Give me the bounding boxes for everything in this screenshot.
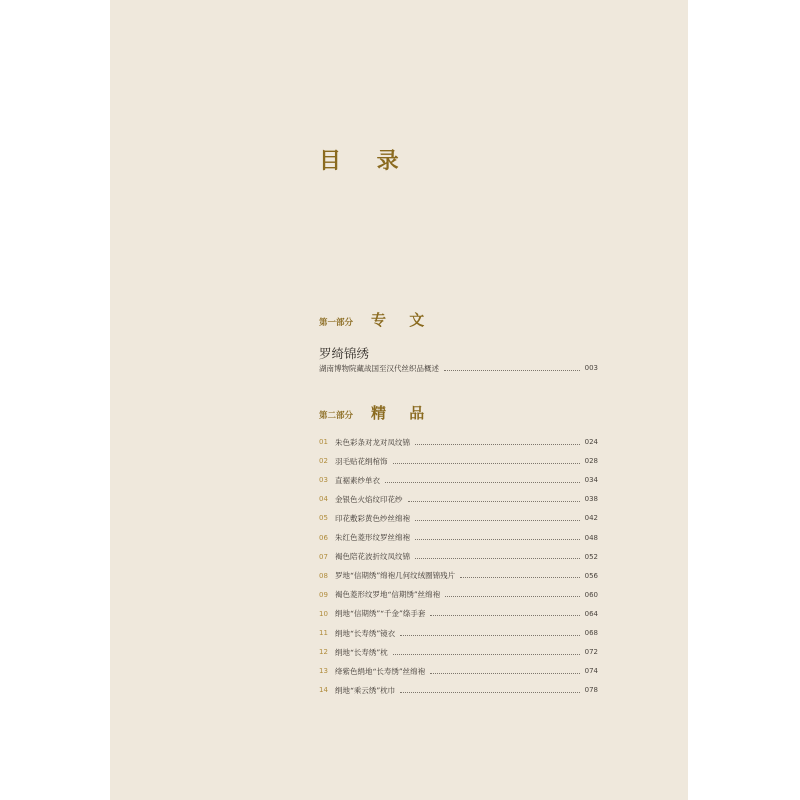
toc-entry-number: 12 bbox=[319, 648, 328, 657]
toc-entry-number: 06 bbox=[319, 533, 328, 542]
toc-entry-text: 朱色彩条对龙对凤纹锦 bbox=[335, 437, 410, 447]
toc-entry-page: 056 bbox=[584, 571, 598, 580]
section-title: 罗绮锦绣 bbox=[319, 346, 370, 361]
toc-entry[interactable] bbox=[319, 474, 598, 486]
toc-entry-text: 绢地“长寿绣”镜衣 bbox=[335, 628, 396, 638]
toc-entry-number: 05 bbox=[319, 514, 328, 523]
toc-entry-page: 028 bbox=[584, 457, 598, 466]
dot-leader bbox=[408, 501, 580, 502]
dot-leader bbox=[460, 577, 579, 578]
page-title: 目 录 bbox=[319, 148, 413, 174]
toc-entry-text: 湖南博物院藏战国至汉代丝织品概述 bbox=[319, 363, 439, 373]
toc-entry[interactable] bbox=[319, 493, 598, 505]
toc-entry[interactable] bbox=[319, 455, 598, 467]
toc-entry-text: 罗地“信期绣”绵袍几何纹绒圈锦残片 bbox=[335, 571, 456, 581]
toc-entry-number: 04 bbox=[319, 495, 328, 504]
toc-entry-page: 042 bbox=[584, 514, 598, 523]
toc-entry[interactable] bbox=[319, 608, 598, 620]
toc-entry-text: 褐色陪花波折纹凤纹锦 bbox=[335, 552, 410, 562]
toc-entry-text: 褐色菱形纹罗地“信期绣”丝绵袍 bbox=[335, 590, 441, 600]
toc-entry-page: 003 bbox=[584, 364, 598, 372]
part-two-heading bbox=[319, 402, 433, 423]
toc-entry-text: 羽毛贴花绢棺饰 bbox=[335, 456, 388, 466]
toc-entry-number: 11 bbox=[319, 629, 328, 637]
dot-leader bbox=[393, 654, 580, 655]
toc-entry-text: 绢地“信期绣”“千金”绦手套 bbox=[335, 609, 426, 619]
toc-entry-number: 08 bbox=[319, 571, 328, 580]
toc-entry-text: 绢地“长寿绣”枕 bbox=[335, 647, 388, 657]
toc-entry-page: 038 bbox=[584, 495, 598, 504]
toc-entry[interactable] bbox=[319, 362, 598, 374]
dot-leader bbox=[400, 635, 579, 636]
dot-leader bbox=[430, 673, 579, 674]
toc-entry-page: 034 bbox=[584, 476, 598, 485]
toc-entry[interactable] bbox=[319, 532, 598, 544]
toc-entry-page: 048 bbox=[584, 533, 598, 542]
toc-entry[interactable] bbox=[319, 570, 598, 582]
toc-entry-number: 07 bbox=[319, 552, 328, 561]
toc-entry-number: 13 bbox=[319, 667, 328, 676]
toc-entry-number: 01 bbox=[319, 438, 328, 446]
toc-entry-text: 直裾素纱单衣 bbox=[335, 475, 380, 485]
toc-entry-page: 068 bbox=[584, 629, 598, 637]
dot-leader bbox=[415, 520, 580, 521]
dot-leader bbox=[385, 482, 580, 483]
toc-entry[interactable] bbox=[319, 665, 598, 677]
toc-entry[interactable] bbox=[319, 436, 598, 448]
toc-entry-page: 064 bbox=[584, 609, 598, 618]
part-one-heading bbox=[319, 309, 433, 330]
toc-entry-page: 072 bbox=[584, 648, 598, 657]
toc-entry[interactable] bbox=[319, 646, 598, 658]
toc-entry-number: 10 bbox=[319, 609, 328, 618]
part-one-name: 专 文 bbox=[371, 311, 434, 329]
toc-entry-number: 03 bbox=[319, 476, 328, 485]
toc-entry-page: 074 bbox=[584, 667, 598, 676]
dot-leader bbox=[400, 692, 579, 693]
toc-entry-text: 绛紫色绢地“长寿绣”丝绵袍 bbox=[335, 666, 426, 676]
part-one-label: 第一部分 bbox=[319, 318, 354, 328]
toc-entry-page: 052 bbox=[584, 552, 598, 561]
dot-leader bbox=[445, 596, 579, 597]
book-page bbox=[110, 0, 688, 800]
toc-entry[interactable] bbox=[319, 589, 598, 601]
toc-entry-number: 14 bbox=[319, 686, 328, 695]
dot-leader bbox=[393, 463, 580, 464]
toc-entry-text: 绢地“乘云绣”枕巾 bbox=[335, 685, 396, 695]
dot-leader bbox=[415, 539, 580, 540]
toc-entry[interactable] bbox=[319, 627, 598, 639]
toc-entry[interactable] bbox=[319, 512, 598, 524]
toc-entry-number: 09 bbox=[319, 590, 328, 599]
toc-entry-page: 060 bbox=[584, 590, 598, 599]
toc-entry-text: 印花敷彩黄色纱丝绵袍 bbox=[335, 513, 410, 523]
dot-leader bbox=[444, 370, 580, 371]
toc-entry-number: 02 bbox=[319, 457, 328, 466]
toc-entry-text: 朱红色菱形纹罗丝绵袍 bbox=[335, 533, 410, 542]
dot-leader bbox=[415, 558, 580, 559]
dot-leader bbox=[430, 615, 579, 616]
part-two-label: 第二部分 bbox=[319, 411, 354, 421]
toc-entry-page: 024 bbox=[584, 438, 598, 446]
toc-entry-text: 金银色火焰纹印花纱 bbox=[335, 494, 403, 504]
dot-leader bbox=[415, 444, 580, 445]
toc-entry-page: 078 bbox=[584, 686, 598, 695]
toc-entry[interactable] bbox=[319, 551, 598, 563]
toc-entry[interactable] bbox=[319, 684, 598, 696]
part-two-name: 精 品 bbox=[371, 404, 434, 422]
